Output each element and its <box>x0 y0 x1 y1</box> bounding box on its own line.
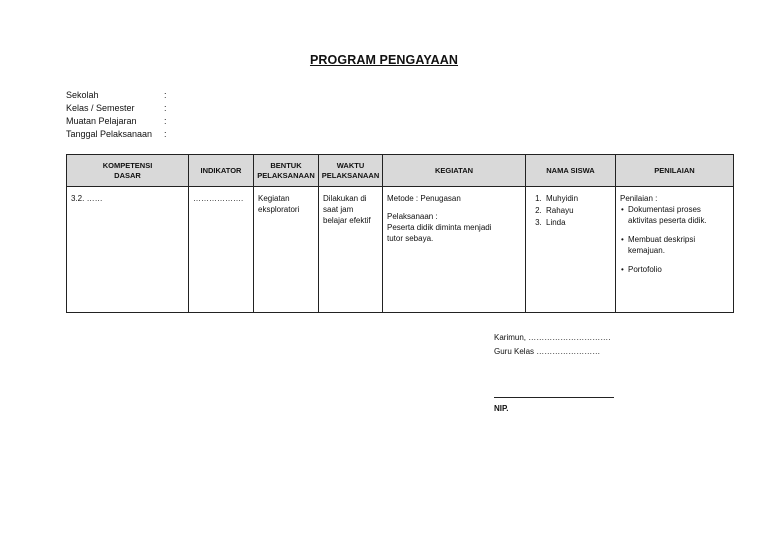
kompetensi-value: 3.2. …… <box>71 194 103 203</box>
header-text: PELAKSANAAN <box>257 170 315 180</box>
header-text: INDIKATOR <box>200 165 242 175</box>
header-text: BENTUK <box>270 160 302 170</box>
assessment-text: Portofolio <box>628 265 662 274</box>
meta-row-tanggal-pelaksanaan <box>66 128 172 141</box>
header-text: KEGIATAN <box>434 165 474 175</box>
meta-colon: : <box>164 116 167 126</box>
bullet-icon: • <box>621 205 624 214</box>
list-item <box>621 264 729 275</box>
cell-waktu-pelaksanaan <box>319 187 383 313</box>
kegiatan-detail: Peserta didik diminta menjadi <box>387 223 492 232</box>
assessment-text: aktivitas peserta didik. <box>628 216 707 225</box>
bentuk-text: Kegiatan <box>258 194 290 203</box>
header-nama-siswa <box>526 155 616 187</box>
header-kegiatan <box>383 155 526 187</box>
list-item: 2. Rahayu <box>544 205 611 216</box>
cell-bentuk-pelaksanaan <box>254 187 319 313</box>
signature-block <box>494 331 611 413</box>
cell-kegiatan <box>383 187 526 313</box>
kegiatan-pelaksanaan: Pelaksanaan : <box>387 212 438 221</box>
indikator-value: ………………. <box>193 194 244 203</box>
meta-colon: : <box>164 90 167 100</box>
assessment-text: kemajuan. <box>628 246 665 255</box>
meta-fields <box>66 89 172 141</box>
meta-label: Muatan Pelajaran <box>66 116 137 126</box>
table-row <box>67 187 734 313</box>
header-kompetensi-dasar <box>67 155 189 187</box>
cell-indikator <box>189 187 254 313</box>
bullet-icon: • <box>621 265 624 274</box>
header-text: KOMPETENSI <box>102 160 153 170</box>
table-header-row <box>67 155 734 187</box>
cell-kompetensi-dasar <box>67 187 189 313</box>
nip-label: NIP. <box>494 404 509 413</box>
bentuk-text: eksploratori <box>258 205 300 214</box>
assessment-text: Dokumentasi proses <box>628 205 701 214</box>
header-waktu-pelaksanaan <box>319 155 383 187</box>
bullet-icon: • <box>621 235 624 244</box>
list-item <box>621 234 729 256</box>
list-item: 3. Linda <box>544 217 611 228</box>
list-item <box>621 204 729 226</box>
assessment-text: Membuat deskripsi <box>628 235 696 244</box>
meta-label: Kelas / Semester <box>66 103 135 113</box>
meta-colon: : <box>164 129 167 139</box>
meta-colon: : <box>164 103 167 113</box>
signature-line <box>494 397 614 398</box>
meta-row-kelas-semester <box>66 102 172 115</box>
waktu-text: saat jam <box>323 205 354 214</box>
document-title: PROGRAM PENGAYAAN <box>309 53 459 67</box>
header-text: WAKTU <box>336 160 365 170</box>
assessment-list <box>620 204 729 275</box>
header-indikator <box>189 155 254 187</box>
header-bentuk-pelaksanaan <box>254 155 319 187</box>
meta-label: Sekolah <box>66 90 99 100</box>
program-table <box>66 154 734 313</box>
cell-nama-siswa <box>526 187 616 313</box>
kegiatan-metode: Metode : Penugasan <box>387 194 461 203</box>
student-list <box>530 193 611 228</box>
header-penilaian <box>616 155 734 187</box>
meta-row-sekolah <box>66 89 172 102</box>
header-text: NAMA SISWA <box>546 165 595 175</box>
header-text: DASAR <box>114 170 141 180</box>
waktu-text: belajar efektif <box>323 216 371 225</box>
waktu-text: Dilakukan di <box>323 194 367 203</box>
meta-row-muatan-pelajaran <box>66 115 172 128</box>
place-date: Karimun, …………………………. <box>494 333 611 342</box>
header-text: PELAKSANAAN <box>321 170 380 180</box>
cell-penilaian <box>616 187 734 313</box>
list-item: 1. Muhyidin <box>544 193 611 204</box>
kegiatan-detail: tutor sebaya. <box>387 234 434 243</box>
header-text: PENILAIAN <box>654 165 695 175</box>
guru-kelas: Guru Kelas …………………… <box>494 347 601 356</box>
penilaian-title: Penilaian : <box>620 194 658 203</box>
meta-label: Tanggal Pelaksanaan <box>66 129 153 139</box>
